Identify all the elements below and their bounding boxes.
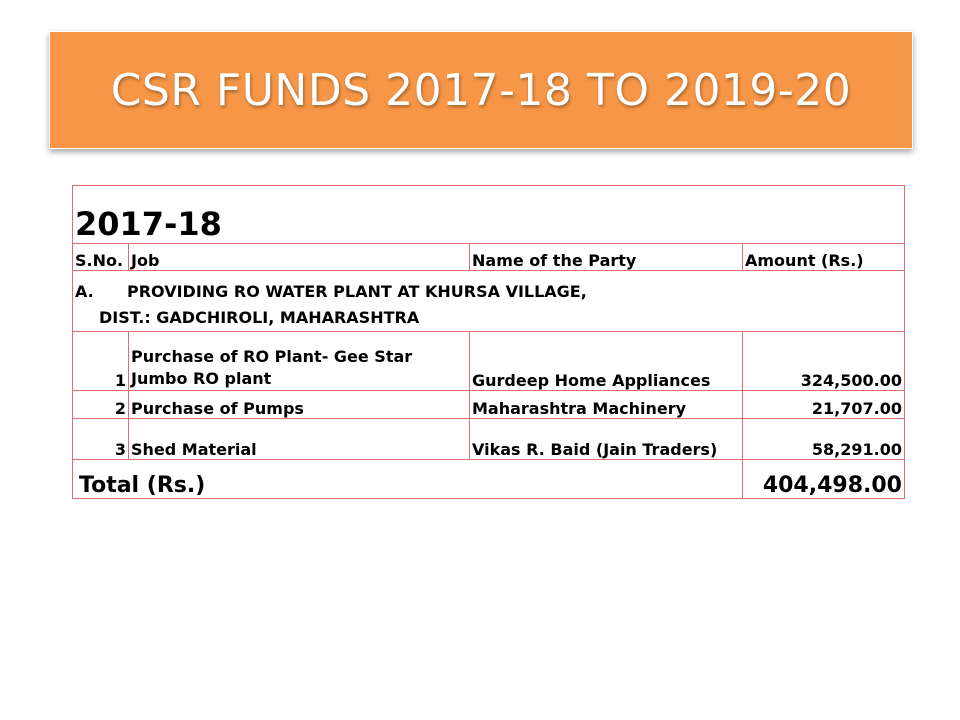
row-amount: 324,500.00 (743, 332, 905, 391)
section-index: A. (75, 282, 94, 301)
total-row (73, 460, 905, 499)
header-sno: S.No. (73, 244, 129, 271)
title-banner (49, 31, 913, 149)
row-party: Gurdeep Home Appliances (470, 332, 743, 391)
row-job: Shed Material (129, 419, 470, 460)
row-job: Purchase of RO Plant- Gee Star Jumbo RO plant (129, 332, 470, 391)
table-row (73, 332, 905, 391)
section-row (73, 271, 905, 332)
total-label: Total (Rs.) (73, 460, 743, 499)
year-heading: 2017-18 (73, 186, 905, 244)
page-title: CSR FUNDS 2017-18 TO 2019-20 (110, 64, 852, 116)
row-sno: 1 (73, 332, 129, 391)
row-amount: 58,291.00 (743, 419, 905, 460)
section-heading (73, 271, 905, 332)
row-sno: 3 (73, 419, 129, 460)
row-amount: 21,707.00 (743, 391, 905, 419)
row-party: Maharashtra Machinery (470, 391, 743, 419)
header-job: Job (129, 244, 470, 271)
row-party: Vikas R. Baid (Jain Traders) (470, 419, 743, 460)
header-party: Name of the Party (470, 244, 743, 271)
table-header-row (73, 244, 905, 271)
table-row (73, 391, 905, 419)
header-amount: Amount (Rs.) (743, 244, 905, 271)
row-sno: 2 (73, 391, 129, 419)
section-line-1: PROVIDING RO WATER PLANT AT KHURSA VILLAGE, (127, 282, 587, 301)
table-row (73, 419, 905, 460)
csr-funds-table (72, 185, 905, 499)
row-job: Purchase of Pumps (129, 391, 470, 419)
section-line-2: DIST.: GADCHIROLI, MAHARASHTRA (99, 308, 420, 327)
total-amount: 404,498.00 (743, 460, 905, 499)
